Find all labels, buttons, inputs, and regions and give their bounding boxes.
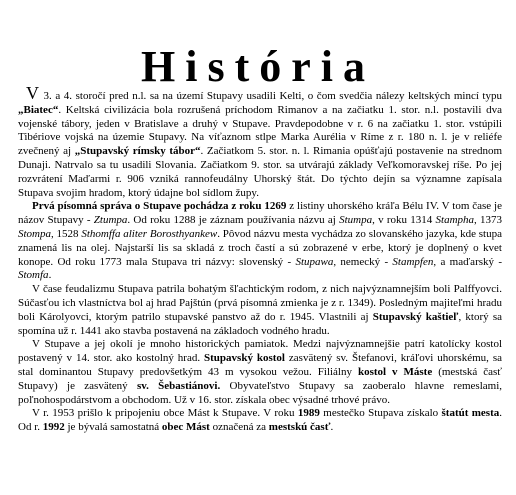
historic-name: Sthomffa aliter Borosthyankew <box>81 227 218 240</box>
historic-name: Stompa <box>18 227 51 240</box>
emphasis-district: mestskú časť <box>268 421 331 434</box>
paragraph-celts-romans: V 3. a 4. storočí pred n.l. sa na území Stupavy usadili Kelti, o čom svedčia nálezy keltských mincí typu „Biatec“. Keltská civilizácia bola rozrušená príchodom Rimanov a na začiatku 1. stor. n.l. postavili dva vojenské tábory, jeden v Bratislave a druhý v Stupave. Pravdepodobne v r. 6 na začiatku 1. stor. vstúpili Tibériove vojská na územie Stupavy. Na víťaznom stlpe Marka Aurélia v Ríme z r. 180 n. l. je v reliéfe zvečnený aj „Stupavský rímsky tábor“. Začiatkom 5. stor. n. l. Rimania opúšťajú postavenie na strednom Dunaji. Natrvalo sa tu usadili Slovania. Začiatkom 9. stor. sa utvárajú základy Veľkomoravskej ríše. Po jej rozvrátení Maďarmi r. 906 vzniká rannofeudálny Uhorský štát. Do týchto dejín sa významne zapísala Stupava svojim hradom, ktorý údajne bol sídlom župy. <box>18 83 503 199</box>
paragraph-first-record: Prvá písomná správa o Stupave pochádza z roku 1269 z listiny uhorského kráľa Bélu IV. V tom čase je názov Stupavy - Ztumpa. Od roku 1288 je záznam používania názvu aj Stumpa, v roku 1314 Stampha, 1373 Stompa, 1528 Sthomffa aliter Borosthyankew. Pôvod názvu mesta vychádza zo slovanského jazyka, kde stupa znamená lis na olej. Najstarší lis sa skladá z troch častí a sú zobrazené v erbe, ktorý je doplnený o kvet konope. Od roku 1773 mala Stupava tri názvy: slovenský - Stupawa, nemecký - Stampfen, a maďarský - Stomfa. <box>18 200 503 282</box>
article-body <box>18 83 503 435</box>
paragraph-modern: V r. 1953 prišlo k pripojeniu obce Mást k Stupave. V roku 1989 mestečko Stupava získalo štatút mesta. Od r. 1992 je bývalá samostatná obec Mást označená za mestskú časť. <box>18 407 502 434</box>
emphasis-year: 1992 <box>42 421 65 434</box>
drop-cap: V <box>26 83 39 103</box>
historic-name: Stumpa <box>339 214 373 227</box>
emphasis-roman-camp: „Stupavský rímsky tábor“ <box>74 145 201 158</box>
emphasis-first-record: Prvá písomná správa o Stupave pochádza z roku 1269 <box>32 200 287 213</box>
emphasis-manor-house: Stupavský kaštieľ <box>372 310 459 323</box>
paragraph-monuments: V Stupave a jej okolí je mnoho historických pamiatok. Medzi najvýznamnejšie patrí katolícky kostol postavený v 14. stor. ako kostolný hrad. Stupavský kostol zasvätený sv. Štefanovi, kráľovi uhorskému, sa stal dominantou Stupavy predovšetkým 43 m vysokou vežou. Filiálny kostol v Máste (mestská časť Stupavy) je zasvätený sv. Šebastiánovi. Obyvateľstvo Stupavy sa zaoberalo hlavne remeslami, poľnohospodárstvom a obchodom. Už v 16. stor. získala obec výsadné trhové právo. <box>18 338 503 406</box>
emphasis-biatec: „Biatec“ <box>18 103 59 116</box>
historic-name: Ztumpa <box>93 214 128 227</box>
historic-name: Stampfen <box>392 255 434 268</box>
emphasis-mast-church: kostol v Máste <box>357 365 433 378</box>
emphasis-saint: sv. Šebastiánovi. <box>136 379 221 392</box>
emphasis-mast: obec Mást <box>161 421 210 434</box>
historic-name: Stampha <box>435 214 475 227</box>
historic-name: Stomfa <box>18 269 49 282</box>
emphasis-church: Stupavský kostol <box>204 352 285 365</box>
historic-name: Stupawa <box>295 255 334 268</box>
page-title: História <box>141 42 375 92</box>
emphasis-year: 1989 <box>297 407 320 420</box>
emphasis-town-status: štatút mesta <box>441 407 500 420</box>
paragraph-feudalism: V čase feudalizmu Stupava patrila bohatým šľachtickým rodom, z nich najvýznamnejším boli Palffyovci. Súčasťou ich vlastníctva bol aj hrad Pajštún (prvá písomná zmienka je z r. 1349). Posledným majiteľmi hradu boli Károlyovci, ktorým patrilo stupavské panstvo až do r. 1945. Vlastnili aj Stupavský kaštieľ, ktorý sa spomína už r. 1441 ako stavba postavená na základoch vodného hradu. <box>18 283 502 337</box>
